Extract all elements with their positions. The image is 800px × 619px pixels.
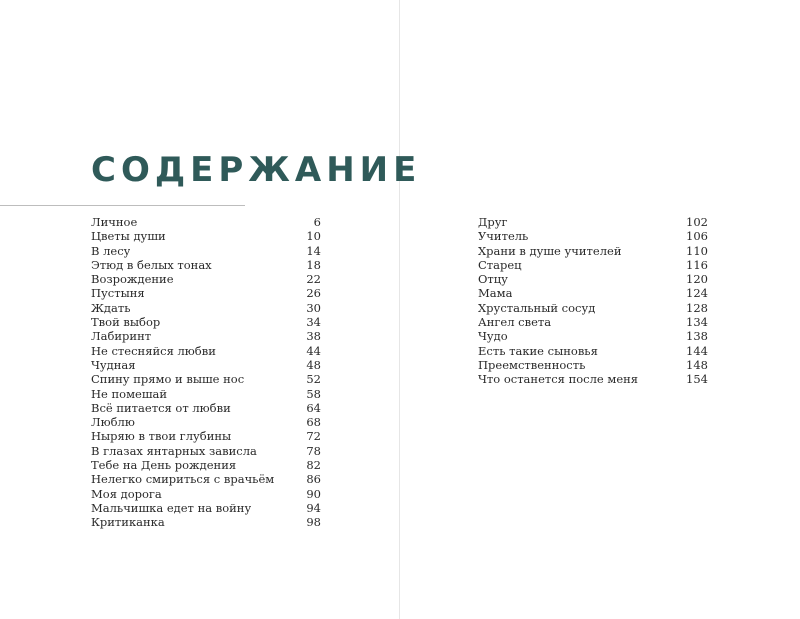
toc-entry-title: Что останется после меня: [478, 372, 639, 387]
toc-entry: [91, 472, 321, 486]
toc-entry-title: Чудо: [478, 329, 508, 344]
toc-entry-title: Ждать: [91, 300, 131, 315]
toc-entry-title: Преемственность: [478, 357, 586, 372]
toc-entry-title: Возрождение: [91, 272, 174, 287]
toc-entry-page: 18: [306, 257, 321, 272]
toc-entry-page: 110: [686, 243, 708, 258]
toc-entry-title: Ныряю в твои глубины: [91, 429, 232, 444]
toc-entry: [91, 429, 321, 443]
toc-entry-title: Отцу: [478, 272, 508, 287]
toc-right-column: [478, 215, 708, 387]
toc-entry: [91, 372, 321, 386]
toc-entry: [478, 329, 708, 343]
toc-entry: [91, 487, 321, 501]
toc-entry-title: Лабиринт: [91, 329, 152, 344]
toc-entry-title: Ангел света: [478, 315, 552, 330]
page-gutter: [399, 0, 400, 619]
toc-entry: [478, 344, 708, 358]
toc-entry: [478, 301, 708, 315]
toc-entry-page: 116: [686, 257, 708, 272]
toc-left-column: [91, 215, 321, 530]
toc-entry-page: 14: [306, 243, 321, 258]
toc-entry-page: 68: [306, 415, 321, 430]
toc-entry-title: Нелегко смириться с врачьём: [91, 472, 275, 487]
toc-entry-page: 124: [686, 286, 708, 301]
toc-entry-page: 90: [306, 486, 321, 501]
toc-entry-page: 148: [686, 357, 708, 372]
toc-entry: [91, 244, 321, 258]
toc-entry-page: 30: [306, 300, 321, 315]
toc-entry-page: 6: [313, 215, 321, 229]
toc-entry-title: Критиканка: [91, 515, 165, 530]
toc-entry-page: 64: [306, 400, 321, 415]
page-title: СОДЕРЖАНИЕ: [91, 150, 422, 190]
toc-entry-page: 72: [306, 429, 321, 444]
toc-entry-page: 134: [686, 315, 708, 330]
toc-entry: [91, 458, 321, 472]
toc-entry: [478, 229, 708, 243]
toc-entry: [478, 215, 708, 229]
toc-entry-title: Цветы души: [91, 229, 166, 244]
toc-entry-title: Личное: [91, 215, 138, 229]
toc-entry-title: В лесу: [91, 243, 131, 258]
toc-entry: [478, 315, 708, 329]
toc-entry-page: 120: [686, 272, 708, 287]
toc-entry: [478, 286, 708, 300]
toc-entry: [91, 415, 321, 429]
toc-entry: [91, 315, 321, 329]
toc-entry-title: Твой выбор: [91, 315, 161, 330]
toc-entry-title: Учитель: [478, 229, 529, 244]
toc-entry-page: 10: [306, 229, 321, 244]
toc-entry-title: Пустыня: [91, 286, 145, 301]
toc-entry-page: 128: [686, 300, 708, 315]
toc-entry: [91, 215, 321, 229]
toc-entry: [478, 258, 708, 272]
toc-entry-title: Не стесняйся любви: [91, 343, 216, 358]
toc-entry-page: 98: [306, 515, 321, 530]
toc-entry-title: Хрустальный сосуд: [478, 300, 596, 315]
toc-entry: [91, 501, 321, 515]
toc-entry: [91, 258, 321, 272]
toc-entry: [478, 358, 708, 372]
toc-entry-page: 58: [306, 386, 321, 401]
toc-entry: [91, 401, 321, 415]
toc-entry-page: 138: [686, 329, 708, 344]
toc-entry-title: Мама: [478, 286, 513, 301]
toc-entry-title: Не помешай: [91, 386, 168, 401]
toc-entry-page: 86: [306, 472, 321, 487]
toc-entry-page: 106: [686, 229, 708, 244]
toc-entry-title: Спину прямо и выше нос: [91, 372, 245, 387]
toc-entry-page: 78: [306, 443, 321, 458]
toc-entry: [91, 387, 321, 401]
toc-entry-title: Мальчишка едет на войну: [91, 500, 252, 515]
toc-entry: [91, 344, 321, 358]
toc-entry-title: Чудная: [91, 357, 136, 372]
toc-entry-title: Этюд в белых тонах: [91, 257, 212, 272]
toc-entry: [91, 229, 321, 243]
toc-entry-page: 48: [306, 357, 321, 372]
toc-entry: [91, 286, 321, 300]
toc-entry-page: 38: [306, 329, 321, 344]
toc-entry-title: Есть такие сыновья: [478, 343, 598, 358]
toc-entry-page: 154: [686, 372, 708, 387]
toc-entry-page: 82: [306, 458, 321, 473]
toc-entry-page: 44: [306, 343, 321, 358]
toc-entry-page: 22: [306, 272, 321, 287]
toc-entry-page: 144: [686, 343, 708, 358]
toc-entry-page: 94: [306, 500, 321, 515]
toc-entry-title: Всё питается от любви: [91, 400, 231, 415]
toc-entry-title: Моя дорога: [91, 486, 162, 501]
toc-entry: [478, 244, 708, 258]
toc-entry-title: Друг: [478, 215, 508, 229]
toc-entry-page: 34: [306, 315, 321, 330]
toc-entry-page: 102: [686, 215, 708, 229]
toc-entry-title: В глазах янтарных зависла: [91, 443, 257, 458]
toc-entry-page: 52: [306, 372, 321, 387]
toc-entry: [91, 358, 321, 372]
toc-entry: [478, 272, 708, 286]
toc-entry: [91, 272, 321, 286]
toc-entry-title: Храни в душе учителей: [478, 243, 622, 258]
toc-entry-title: Тебе на День рождения: [91, 458, 237, 473]
toc-entry: [91, 444, 321, 458]
toc-entry-title: Люблю: [91, 415, 135, 430]
title-divider: [0, 205, 245, 206]
toc-entry-page: 26: [306, 286, 321, 301]
toc-entry-title: Старец: [478, 257, 522, 272]
toc-entry: [478, 372, 708, 386]
toc-entry: [91, 329, 321, 343]
toc-entry: [91, 301, 321, 315]
toc-entry: [91, 515, 321, 529]
